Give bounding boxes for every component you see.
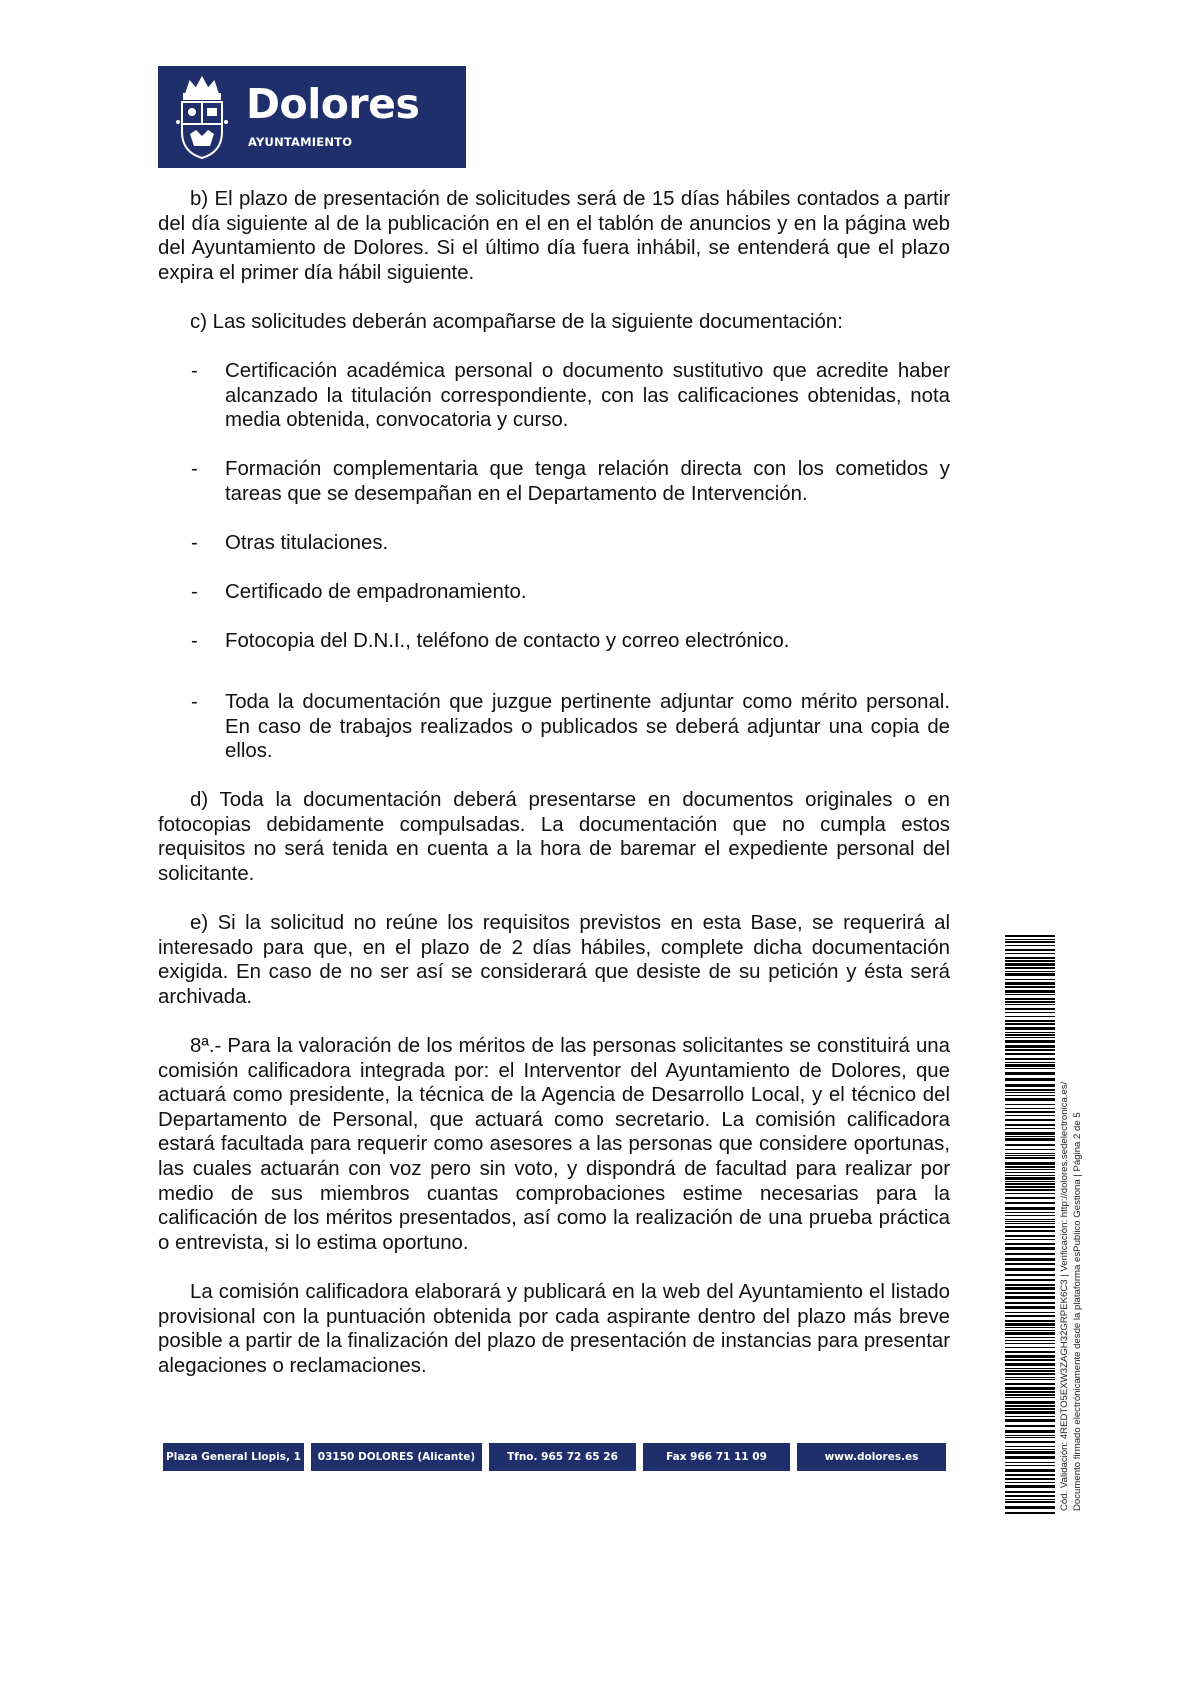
barcode-bar [1005, 1253, 1055, 1255]
barcode-bar [1005, 990, 1055, 993]
barcode-bar [1005, 1482, 1055, 1483]
barcode-bar [1005, 1223, 1055, 1224]
barcode-bar [1005, 1202, 1055, 1204]
barcode-bar [1005, 1491, 1055, 1493]
barcode-bar [1005, 979, 1055, 980]
barcode-bar [1005, 1340, 1055, 1341]
barcode-bar [1005, 1247, 1055, 1250]
paragraph-e: e) Si la solicitud no reúne los requisitos previstos en esta Base, se requerirá al interesado para que, en el plazo de 2 días hábiles, complete dicha documentación exigida. En caso de no ser así se considerará que desiste de su petición y ésta será archivada. [158, 912, 950, 1008]
barcode-bar [1005, 957, 1055, 959]
barcode-bar [1005, 1387, 1055, 1390]
barcode-bar [1005, 945, 1055, 946]
barcode-bar [1005, 1098, 1055, 1101]
paragraph-b: b) El plazo de presentación de solicitudes será de 15 días hábiles contados a partir del día siguiente al de la publicación en el en el tablón de anuncios y en la página web del Ayuntamiento de Dolores. Si el último día fuera inhábil, se entenderá que el plazo expira el primer día hábil siguiente. [158, 188, 950, 284]
barcode-bar [1005, 986, 1055, 988]
list-marker: - [191, 691, 198, 713]
barcode-bar [1005, 1465, 1055, 1466]
barcode-bar [1005, 953, 1055, 954]
barcode-bar [1005, 1068, 1055, 1069]
barcode-bar [1005, 1027, 1055, 1030]
barcode-bar [1005, 1411, 1055, 1414]
barcode-bar [1005, 1040, 1055, 1043]
barcode-bar [1005, 1469, 1055, 1472]
barcode-bar [1005, 1166, 1055, 1168]
brand-name: Dolores [246, 80, 420, 128]
barcode-bar [1005, 1004, 1055, 1005]
barcode-bar [1005, 1441, 1055, 1443]
brand-subtitle: AYUNTAMIENTO [248, 135, 353, 149]
barcode-bar [1005, 1181, 1055, 1182]
list-item-text: Fotocopia del D.N.I., teléfono de contacto y correo electrónico. [225, 630, 790, 652]
barcode-bar [1005, 1153, 1055, 1154]
barcode-bar [1005, 960, 1055, 962]
barcode-bar [1005, 1072, 1055, 1075]
barcode-bar [1005, 1359, 1055, 1361]
footer-fax: Fax 966 71 11 09 [643, 1443, 790, 1471]
list-marker: - [191, 581, 198, 603]
barcode-bar [1005, 1235, 1055, 1237]
paragraph-listado: La comisión calificadora elaborará y publicará en la web del Ayuntamiento el listado provisional con la puntuación obtenida por cada aspirante dentro del plazo más breve posible a partir de la finalización del plazo de presentación de instancias para presentar alegaciones o reclamaciones. [158, 1281, 950, 1377]
list-item-text: Formación complementaria que tenga relación directa con los cometidos y tareas que se desempañan en el Departamento de Intervención. [225, 458, 950, 505]
barcode-bar [1005, 1207, 1055, 1210]
barcode-bar [1005, 1177, 1055, 1180]
barcode-bar [1005, 1226, 1055, 1228]
paragraph-c: c) Las solicitudes deberán acompañarse de la siguiente documentación: [190, 311, 843, 333]
footer-phone: Tfno. 965 72 65 26 [489, 1443, 636, 1471]
barcode-bar [1005, 1416, 1055, 1417]
barcode-bar [1005, 1084, 1055, 1087]
barcode-bar [1005, 1485, 1055, 1488]
barcode-bar [1005, 1355, 1055, 1358]
barcode-bar [1005, 1302, 1055, 1304]
barcode-bar [1005, 1512, 1055, 1514]
barcode-bar [1005, 1383, 1055, 1385]
barcode-bar [1005, 994, 1055, 995]
barcode-bar [1005, 1183, 1055, 1185]
validation-line-2: Documento firmado electrónicamente desde la plataforma esPublico Gestiona | Página 2 de 5 [1071, 1112, 1083, 1511]
barcode-bar [1005, 1327, 1055, 1328]
barcode-bar [1005, 1391, 1055, 1393]
barcode-bar [1005, 1370, 1055, 1372]
barcode-bar [1005, 1408, 1055, 1410]
barcode-bar [1005, 1243, 1055, 1245]
barcode-bar [1005, 971, 1055, 972]
barcode-bar [1005, 1430, 1055, 1433]
barcode-bar [1005, 1373, 1055, 1375]
barcode-bar [1005, 1306, 1055, 1309]
paragraph-d: d) Toda la documentación deberá presentarse en documentos originales o en fotocopias debidamente compulsadas. La documentación que no cumpla estos requisitos no será tenida en cuenta a la hora de baremar el expediente personal del solicitante. [158, 789, 950, 885]
barcode-bar [1005, 1045, 1055, 1048]
paragraph-8: 8ª.- Para la valoración de los méritos de las personas solicitantes se constituirá una comisión calificadora integrada por: el Interventor del Ayuntamiento de Dolores, que actuará como presidente, la técnica de la Agencia de Desarrollo Local, y el técnico del Departamento de Personal, que actuará como secretario. La comisión calificadora estará facultada para requerir como asesores a las personas que considere oportunas, las cuales actuarán con voz pero sin voto, y dispondrá de facultad para realizar por medio de sus miembros cuantas comprobaciones estime necesarias para la calificación de los méritos presentados, así como la realización de una prueba práctica o entrevista, si lo estima oportuno. [158, 1035, 950, 1254]
validation-text [1059, 1011, 1085, 1511]
barcode-bar [1005, 1343, 1055, 1344]
barcode-bar [1005, 1104, 1055, 1105]
barcode-bar [1005, 1506, 1055, 1509]
list-item-text: Otras titulaciones. [225, 532, 389, 554]
barcode-bar [1005, 1456, 1055, 1459]
barcode-bar [1005, 1437, 1055, 1438]
barcode-bar [1005, 1108, 1055, 1109]
barcode-bar [1005, 1379, 1055, 1380]
barcode-bar [1005, 1451, 1055, 1454]
barcode-bar [1005, 1274, 1055, 1276]
barcode-bar [1005, 1332, 1055, 1335]
barcode-bar [1005, 1172, 1055, 1173]
barcode-bar [1005, 1239, 1055, 1240]
barcode-bar [1005, 1016, 1055, 1017]
barcode-bar [1005, 1186, 1055, 1188]
barcode-bar [1005, 1425, 1055, 1427]
barcode-bar [1005, 1292, 1055, 1294]
barcode-bar [1005, 1144, 1055, 1146]
barcode-bar [1005, 1124, 1055, 1126]
barcode-bar [1005, 1401, 1055, 1404]
barcode-bar [1005, 1495, 1055, 1497]
barcode-bar [1005, 1023, 1055, 1025]
barcode-bar [1005, 1312, 1055, 1313]
barcode-bar [1005, 1397, 1055, 1398]
barcode-bar [1005, 982, 1055, 985]
footer-address: Plaza General Llopis, 1 [163, 1443, 304, 1471]
barcode-bar [1005, 1330, 1055, 1331]
barcode-bar [1005, 1499, 1055, 1500]
barcode-bar [1005, 939, 1055, 940]
barcode-bar [1005, 1095, 1055, 1096]
barcode-bar [1005, 1119, 1055, 1121]
list-item-text: Certificado de empadronamiento. [225, 581, 527, 603]
barcode-bar [1005, 1320, 1055, 1322]
barcode-bar [1005, 1092, 1055, 1093]
list-marker: - [191, 532, 198, 554]
barcode-bar [1005, 1175, 1055, 1176]
barcode-bar [1005, 1230, 1055, 1232]
barcode-bar [1005, 1189, 1055, 1191]
barcode-bar [1005, 1149, 1055, 1150]
barcode-bar [1005, 1138, 1055, 1141]
validation-line-1: Cód. Validación: 4REDTO5EXW3ZAGH32GRPEK6C3 | Verificación: http://dolores.sedelectronica.es/ [1059, 1081, 1070, 1511]
barcode-bar [1005, 1263, 1055, 1265]
barcode-bar [1005, 1296, 1055, 1299]
list-marker: - [191, 458, 198, 480]
list-marker: - [191, 360, 198, 382]
barcode-bar [1005, 1132, 1055, 1135]
list-marker: - [191, 630, 198, 652]
barcode-bar [1005, 1446, 1055, 1447]
barcode-bar [1005, 1155, 1055, 1156]
barcode-bar [1005, 949, 1055, 951]
barcode-bar [1005, 1049, 1055, 1051]
footer-postal: 03150 DOLORES (Alicante) [311, 1443, 482, 1471]
barcode-bar [1005, 1115, 1055, 1116]
barcode-bar [1005, 1162, 1055, 1165]
barcode-bar [1005, 941, 1055, 943]
barcode-bar [1005, 1078, 1055, 1081]
barcode-bar [1005, 1020, 1055, 1022]
barcode-bar [1005, 1053, 1055, 1055]
coat-of-arms-icon [172, 72, 232, 162]
barcode-bar [1005, 1169, 1055, 1170]
barcode-bar [1005, 1157, 1055, 1159]
barcode-bar [1005, 1111, 1055, 1113]
barcode-bar [1005, 1221, 1055, 1222]
barcode-bar [1005, 1377, 1055, 1378]
barcode-bar [1005, 1347, 1055, 1348]
barcode-bar [1005, 1337, 1055, 1338]
barcode-bar [1005, 1089, 1055, 1091]
barcode-bar [1005, 1219, 1055, 1220]
barcode-bar [1005, 1008, 1055, 1010]
barcode-icon [1005, 935, 1055, 1515]
barcode-bar [1005, 973, 1055, 976]
barcode-bar [1005, 1449, 1055, 1450]
barcode-bar [1005, 1501, 1055, 1503]
barcode-bar [1005, 1012, 1055, 1013]
barcode-bar [1005, 1287, 1055, 1290]
barcode-bar [1005, 1193, 1055, 1194]
barcode-bar [1005, 1474, 1055, 1476]
barcode-bar [1005, 1284, 1055, 1286]
barcode-bar [1005, 1368, 1055, 1369]
barcode-bar [1005, 1258, 1055, 1261]
barcode-bar [1005, 1215, 1055, 1216]
barcode-bar [1005, 1323, 1055, 1326]
barcode-bar [1005, 1034, 1055, 1036]
barcode-bar [1005, 1478, 1055, 1480]
barcode-bar [1005, 1062, 1055, 1063]
barcode-bar [1005, 1435, 1055, 1436]
barcode-bar [1005, 1064, 1055, 1067]
barcode-bar [1005, 1363, 1055, 1366]
barcode-bar [1005, 998, 1055, 1000]
barcode-bar [1005, 1001, 1055, 1003]
barcode-bar [1005, 1279, 1055, 1281]
barcode-bar [1005, 1462, 1055, 1463]
list-item-text: Certificación académica personal o documento sustitutivo que acredite haber alcanzado la titulación correspondiente, con las calificaciones obtenidas, nota media obtenida, convocatoria y curso. [225, 360, 950, 432]
barcode-bar [1005, 935, 1055, 937]
barcode-bar [1005, 967, 1055, 969]
barcode-bar [1005, 1058, 1055, 1060]
barcode-bar [1005, 963, 1055, 966]
barcode-bar [1005, 1212, 1055, 1213]
barcode-bar [1005, 1032, 1055, 1033]
barcode-bar [1005, 1405, 1055, 1407]
barcode-bar [1005, 1351, 1055, 1353]
barcode-bar [1005, 1268, 1055, 1271]
barcode-bar [1005, 1037, 1055, 1038]
ayuntamiento-logo [158, 66, 466, 168]
barcode-bar [1005, 1394, 1055, 1396]
footer-web: www.dolores.es [797, 1443, 946, 1471]
list-item-text: Toda la documentación que juzgue pertinente adjuntar como mérito personal. En caso de trabajos realizados o publicados se deberá adjuntar una copia de ellos. [225, 691, 950, 763]
barcode-bar [1005, 1419, 1055, 1422]
barcode-bar [1005, 1315, 1055, 1317]
barcode-bar [1005, 1197, 1055, 1199]
barcode-bar [1005, 1128, 1055, 1129]
barcode-bar [1005, 1136, 1055, 1137]
